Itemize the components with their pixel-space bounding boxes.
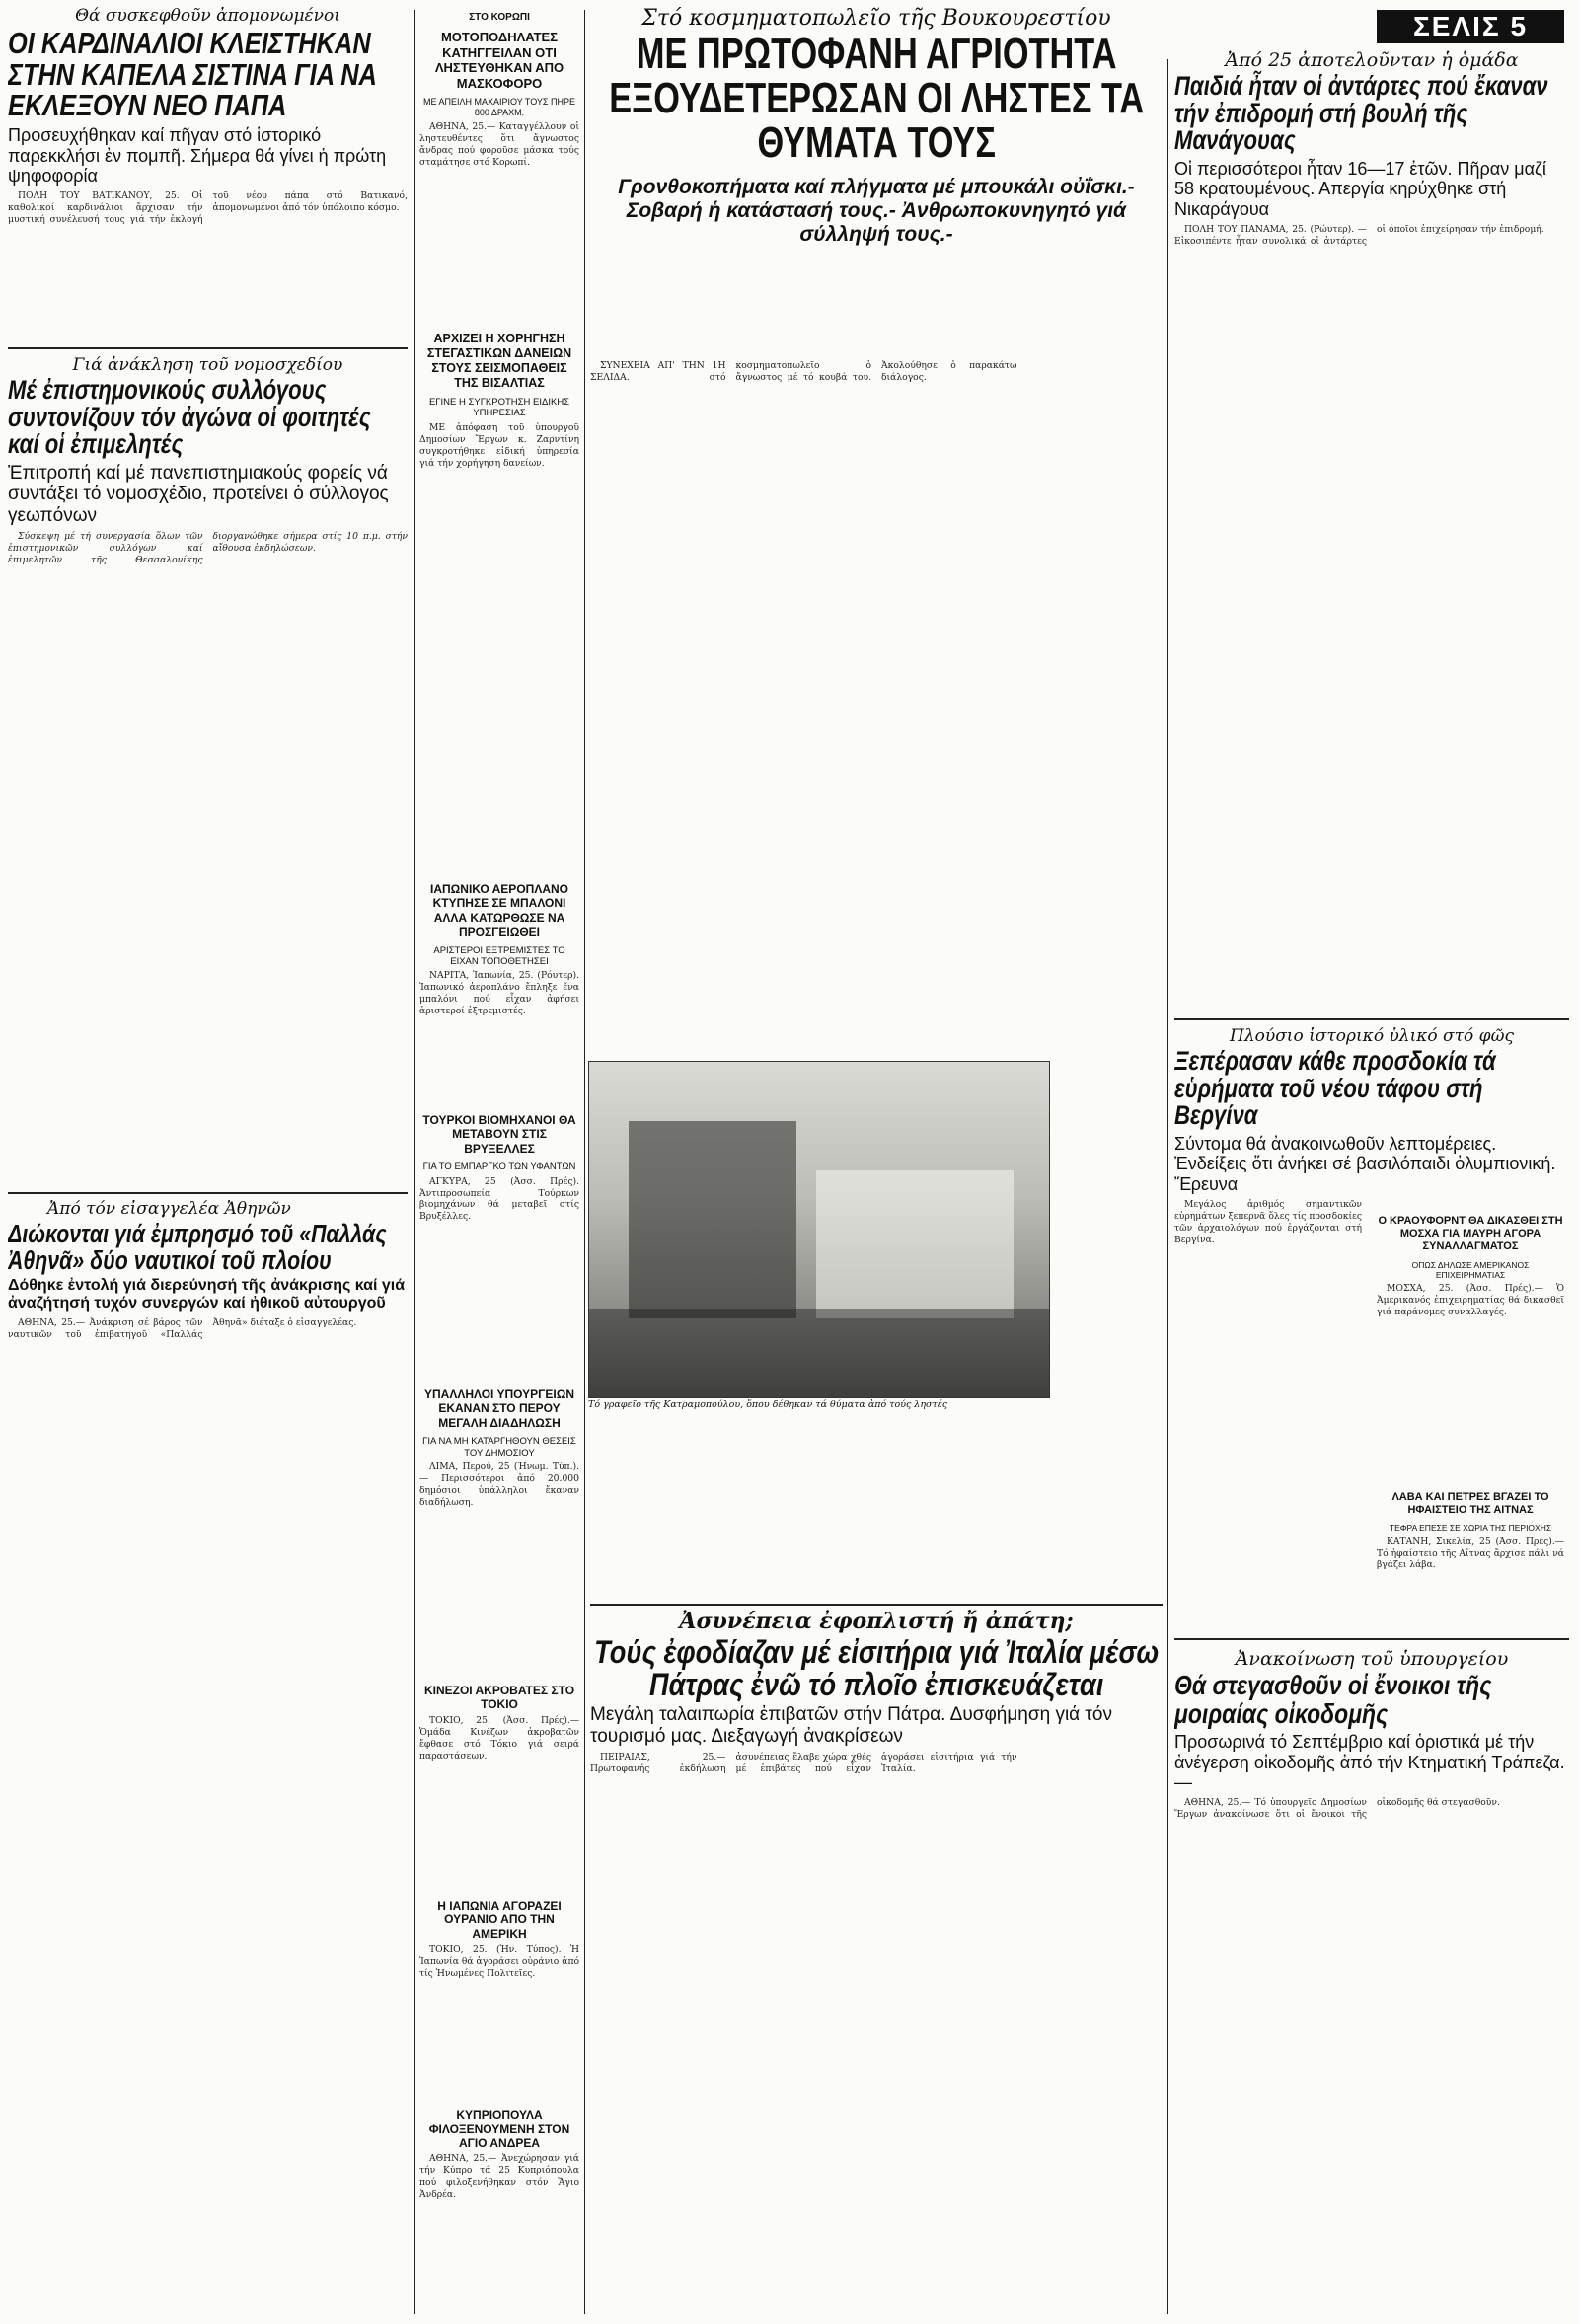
headline: ΤΟΥΡΚΟΙ ΒΙΟΜΗΧΑΝΟΙ ΘΑ ΜΕΤΑΒΟΥΝ ΣΤΙΣ ΒΡΥΞΕΛΛΕΣ — [422, 1113, 576, 1156]
kicker: Ἀπό 25 ἀποτελοῦνταν ἡ ὁμάδα — [1225, 49, 1519, 71]
page-number-badge: ΣΕΛΙΣ 5 — [1377, 10, 1564, 43]
headline: Θά στεγασθοῦν οἱ ἔνοικοι τῆς μοιραίας οἰκοδομῆς — [1174, 1670, 1492, 1729]
divider — [590, 1604, 1163, 1606]
divider — [1174, 1018, 1569, 1020]
headline: ΚΙΝΕΖΟΙ ΑΚΡΟΒΑΤΕΣ ΣΤΟ ΤΟΚΙΟ — [423, 1684, 575, 1712]
body-text: ΜΕ ἀπόφαση τοῦ ὑπουργοῦ Δημοσίων Ἔργων κ. Ζαρντίνη συγκροτήθηκε εἰδική ὑπηρεσία γιά τήν χορήγηση δανείων. — [419, 421, 579, 469]
subhead: ΕΓΙΝΕ Η ΣΥΓΚΡΟΤΗΣΗ ΕΙΔΙΚΗΣ ΥΠΗΡΕΣΙΑΣ — [428, 397, 570, 419]
kicker: Πλούσιο ἱστορικό ὑλικό στό φῶς — [1230, 1026, 1514, 1046]
body-text: ΜΟΣΧΑ, 25. (Ἀσσ. Πρές).— Ὁ Ἀμερικανός ἐπιχειρηματίας θά δικασθεῖ γιά παράνομες συναλλαγές. — [1377, 1282, 1564, 1317]
article-students — [8, 355, 408, 1174]
article-jewelry-body — [590, 360, 1163, 1056]
deck: Οἱ περισσότεροι ἦταν 16—17 ἐτῶν. Πῆραν μαζί 58 κρατουμένους. Απεργία κηρύχθηκε στή Νικαράγουα — [1174, 158, 1546, 219]
column-rule — [414, 10, 415, 2314]
body-text: ΛΙΜΑ, Περού, 25 (Ἡνωμ. Τύπ.).— Περισσότεροι ἀπό 20.000 δημόσιοι ὑπάλληλοι ἔκαναν διαδήλωση. — [419, 1461, 579, 1508]
body-text — [590, 1421, 1163, 1609]
body-text: Σύσκεψη μέ τή συνεργασία ὅλων τῶν ἐπιστημονικῶν συλλόγων καί ἐπιμελητῶν τῆς Θεσσαλονίκης διοργανώθηκε σήμερα στίς 10 π.μ. στήν αἴθουσα ἐκδηλώσεων. — [8, 531, 408, 566]
body-text: ΝΑΡΙΤΑ, Ἰαπωνία, 25. (Ρόυτερ). Ἰαπωνικό ἀεροπλάνο ἔπληξε ἕνα μπαλόνι πού εἶχαν ἀφήσει ἀριστεροί ἐξτρεμιστές. — [419, 970, 579, 1017]
deck: Προσωρινά τό Σεπτέμβριο καί ὁριστικά μέ τήν ἀνέγερση οἰκοδομῆς ἀπό τήν Κτηματική Τράπεζα.— — [1174, 1732, 1565, 1793]
headline: ΚΥΠΡΙΟΠΟΥΛΑ ΦΙΛΟΞΕΝΟΥΜΕΝΗ ΣΤΟΝ ΑΓΙΟ ΑΝΔΡΕΑ — [428, 2108, 570, 2150]
body-text: ΚΑΤΑΝΗ, Σικελία, 25 (Ἀσσ. Πρές).— Τό ἡφαίστειο τῆς Αἴτνας ἄρχισε πάλι νά βγάζει λάβα. — [1377, 1536, 1564, 1571]
body-text: Μεγάλος ἀριθμός σημαντικῶν εὑρημάτων ξεπερνᾶ ὅλες τίς προσδοκίες τῶν ἀρχαιολόγων πού ἐργάζονται στή Βεργίνα. — [1174, 1198, 1362, 1245]
body-text: ΠΟΛΗ ΤΟΥ ΒΑΤΙΚΑΝΟΥ, 25. Οἱ καθολικοί καρδινάλιοι ἄρχισαν τήν μυστική συνέλευσή τους γιά τήν ἐκλογή τοῦ νέου πάπα στό Βατικανό, ἀπομονωμένοι ἀπό τόν ὑπόλοιπο κόσμο. — [8, 189, 408, 225]
article-cypriot — [419, 2102, 579, 2314]
article-industrialists — [419, 1107, 579, 1374]
divider — [1174, 1638, 1569, 1640]
subhead: ΜΕ ΑΠΕΙΛΗ ΜΑΧΑΙΡΙΟΥ ΤΟΥΣ ΠΗΡΕ 800 ΔΡΑΧΜ. — [422, 97, 576, 118]
headline: Ξεπέρασαν κάθε προσδοκία τά εὑρήματα τοῦ νέου τάφου στή Βεργίνα — [1174, 1046, 1496, 1131]
body-text: ΤΟΚΙΟ, 25. (Ἀσσ. Πρές).— Ὁμάδα Κινέζων ἀκροβατῶν ἔφθασε στό Τόκιο γιά σειρά παραστάσεων. — [419, 1714, 579, 1762]
body-text: ΑΘΗΝΑ, 25.— Ἀνάκριση σέ βάρος τῶν ναυτικῶν τοῦ ἐπιβατηγοῦ «Παλλάς Ἀθηνᾶ» διέταξε ὁ εἰσαγγελέας. — [8, 1316, 357, 1340]
column-rule — [584, 10, 585, 2314]
headline: Τούς ἐφοδίαζαν μέ εἰσιτήρια γιά Ἰταλία μέσω Πάτρας ἐνῶ τό πλοῖο ἐπισκευάζεται — [593, 1634, 1160, 1702]
article-fraud — [590, 1609, 1163, 2314]
deck: Δόθηκε ἐντολή γιά διερεύνησή τῆς ἀνάκρισης καί γιά ἀναζήτησή τυχόν συνεργών καί ἠθικοῦ αὐτουργοῦ — [8, 1277, 406, 1312]
deck: Προσευχήθηκαν καί πῆγαν στό ἱστορικό παρεκκλήσι ἐν πομπῆ. Σήμερα θά γίνει ἡ πρώτη ψηφοφορία — [8, 124, 387, 187]
photo-caption: Τό γραφεῖο τῆς Κατραμοπούλου, ὅπου δέθηκαν τά θύματα ἀπό τούς ληστές — [588, 1399, 948, 1410]
headline: Παιδιά ἦταν οἱ ἀντάρτες πού ἔκαναν τήν ἐπιδρομή στή βουλή τῆς Μανάγουας — [1174, 71, 1548, 156]
article-maskophoros — [419, 6, 579, 312]
kicker: Ἀνακοίνωση τοῦ ὑπουργείου — [1235, 1648, 1509, 1670]
article-peru — [419, 1382, 579, 1678]
headline: ΙΑΠΩΝΙΚΟ ΑΕΡΟΠΛΑΝΟ ΚΤΥΠΗΣΕ ΣΕ ΜΠΑΛΟΝΙ ΑΛΛΑ ΚΑΤΩΡΘΩΣΕ ΝΑ ΠΡΟΣΓΕΙΩΘΕΙ — [430, 882, 568, 939]
kicker: Ἀπό τόν εἰσαγγελέα Ἀθηνῶν — [47, 1199, 291, 1219]
subhead: ΓΙΑ ΤΟ ΕΜΠΑΡΓΚΟ ΤΩΝ ΥΦΑΝΤΩΝ — [422, 1162, 576, 1173]
divider — [8, 347, 408, 349]
article-housing — [1174, 1648, 1569, 2314]
divider — [8, 1192, 408, 1194]
headline: ΑΡΧΙΖΕΙ Η ΧΟΡΗΓΗΣΗ ΣΤΕΓΑΣΤΙΚΩΝ ΔΑΝΕΙΩΝ ΣΤΟΥΣ ΣΕΙΣΜΟΠΑΘΕΙΣ ΤΗΣ ΒΙΣΑΛΤΙΑΣ — [426, 332, 572, 390]
article-volcano — [1377, 1485, 1564, 1628]
subhead: ΓΙΑ ΝΑ ΜΗ ΚΑΤΑΡΓΗΘΟΥΝ ΘΕΣΕΙΣ ΤΟΥ ΔΗΜΟΣΙΟΥ — [422, 1436, 576, 1459]
body-text: ΑΘΗΝΑ, 25.— Τό ὑπουργεῖο Δημοσίων Ἔργων ἀνακοίνωσε ὅτι οἱ ἔνοικοι τῆς οἰκοδομῆς θά στεγασθοῦν. — [1174, 1797, 1500, 1821]
kicker: Στό κοσμηματοπωλεῖο τῆς Βουκουρεστίου — [641, 6, 1111, 31]
body-text: ΑΓΚΥΡΑ, 25 (Ἀσσ. Πρές). Ἀντιπροσωπεία Τούρκων βιομηχάνων θά μεταβεῖ στίς Βρυξέλλες. — [419, 1175, 579, 1223]
deck: Γρονθοκοπήματα καί πλήγματα μέ μπουκάλι οὐΐσκι.- Σοβαρή ἡ κατάστασή τους.- Ἀνθρωποκυνηγητό γιά σύλληψή τους.- — [618, 175, 1135, 246]
kicker: ΣΤΟ ΚΟΡΩΠΙ — [469, 12, 530, 23]
body-text: ΣΥΝΕΧΕΙΑ ΑΠ' ΤΗΝ 1Η ΣΕΛΙΔΑ. στό κοσμηματοπωλεῖο ὁ ἄγνωστος μέ τό κουβά του. Ἀκολούθησε ὁ παρακάτω διάλογος. — [590, 360, 1017, 383]
subhead: ΤΕΦΡΑ ΕΠΕΣΕ ΣΕ ΧΩΡΙΑ ΤΗΣ ΠΕΡΙΟΧΗΣ — [1389, 1523, 1552, 1534]
article-jewelry-header — [590, 6, 1163, 356]
body-text: ΠΟΛΗ ΤΟΥ ΠΑΝΑΜΑ, 25. (Ρώυτερ). — Εἰκοσιπέντε ἦταν συνολικά οἱ ἀντάρτες οἱ ὁποῖοι ἐπιχείρησαν τήν ἐπιδρομή. — [1174, 223, 1544, 247]
headline: ΟΙ ΚΑΡΔΙΝΑΛΙΟΙ ΚΛΕΙΣΤΗΚΑΝ ΣΤΗΝ ΚΑΠΕΛΑ ΣΙΣΤΙΝΑ ΓΙΑ ΝΑ ΕΚΛΕΞΟΥΝ ΝΕΟ ΠΑΠΑ — [8, 26, 376, 123]
deck: Μεγάλη ταλαιπωρία ἐπιβατῶν στήν Πάτρα. Δυσφήμηση γιά τόν τουρισμό μας. Διεξαγωγή ἀνακρίσεων — [590, 1704, 1112, 1748]
headline: ΜΕ ΠΡΩΤΟΦΑΝΗ ΑΓΡΙΟΤΗΤΑ ΕΞΟΥΔΕΤΕΡΩΣΑΝ ΟΙ ΛΗΣΤΕΣ ΤΑ ΘΥΜΑΤΑ ΤΟΥΣ — [609, 30, 1144, 167]
article-uranium — [419, 1893, 579, 2090]
kicker: Θά συσκεφθοῦν ἀπομονωμένοι — [75, 6, 340, 26]
article-moscow — [1377, 1209, 1564, 1485]
headline: Μέ ἐπιστημονικούς συλλόγους συντονίζουν τόν ἀγώνα οἱ φοιτητές καί οἱ ἐπιμελητές — [8, 375, 371, 460]
kicker: Γιά ἀνάκληση τοῦ νομοσχεδίου — [72, 355, 343, 375]
deck: Ἐπιτροπή καί μέ πανεπιστημιακούς φορείς νά συντάξει τό νομοσχέδιο, προτείνει ὁ σύλλογος γεωπόνων — [8, 462, 389, 527]
headline: Ο ΚΡΑΟΥΦΟΡΝΤ ΘΑ ΔΙΚΑΣΘΕΙ ΣΤΗ ΜΟΣΧΑ ΓΙΑ ΜΑΥΡΗ ΑΓΟΡΑ ΣΥΝΑΛΛΑΓΜΑΤΟΣ — [1378, 1215, 1563, 1253]
article-tokyo — [419, 1678, 579, 1885]
column-rule — [1167, 59, 1168, 2314]
body-text: ΠΕΙΡΑΙΑΣ, 25.— Πρωτοφανής ἐκδήλωση ἀσυνέπειας ἔλαβε χώρα χθές μέ ἐπιβάτες πού εἶχαν ἀγοράσει εἰσιτήρια γιά τήν Ἰταλία. — [590, 1751, 1017, 1774]
subhead: ΑΡΙΣΤΕΡΟΙ ΕΞΤΡΕΜΙΣΤΕΣ ΤΟ ΕΙΧΑΝ ΤΟΠΟΘΕΤΗΣΕΙ — [433, 944, 565, 967]
article-managua — [1174, 49, 1569, 1021]
body-text: ΤΟΚΙΟ, 25. (Ἡν. Τύπος). Ἡ Ἰαπωνία θά ἀγοράσει οὐράνιο ἀπό τίς Ἡνωμένες Πολιτεῖες. — [419, 1944, 579, 1980]
headline: ΛΑΒΑ ΚΑΙ ΠΕΤΡΕΣ ΒΓΑΖΕΙ ΤΟ ΗΦΑΙΣΤΕΙΟ ΤΗΣ ΑΙΤΝΑΣ — [1391, 1491, 1549, 1517]
headline: ΥΠΑΛΛΗΛΟΙ ΥΠΟΥΡΓΕΙΩΝ ΕΚΑΝΑΝ ΣΤΟ ΠΕΡΟΥ ΜΕΓΑΛΗ ΔΙΑΔΗΛΩΣΗ — [424, 1387, 574, 1430]
article-japan — [419, 876, 579, 1113]
deck: Σύντομα θά ἀνακοινωθοῦν λεπτομέρειες. Ἐνδείξεις ὅτι ἀνήκει σέ βασιλόπαιδι ὀλυμπιονική. Ἔρευνα — [1174, 1133, 1556, 1194]
article-conclave — [8, 6, 408, 346]
body-text: ΑΘΗΝΑ, 25.— Ἀνεχώρησαν γιά τήν Κύπρο τά 25 Κυπριόπουλα πού φιλοξενήθηκαν στόν Ἅγιο Ἀνδρέα. — [419, 2153, 579, 2201]
subhead: ΟΠΩΣ ΔΗΛΩΣΕ ΑΜΕΡΙΚΑΝΟΣ ΕΠΙΧΕΙΡΗΜΑΤΙΑΣ — [1411, 1259, 1530, 1280]
headline: Η ΙΑΠΩΝΙΑ ΑΓΟΡΑΖΕΙ ΟΥΡΑΝΙΟ ΑΠΟ ΤΗΝ ΑΜΕΡΙΚΗ — [437, 1899, 562, 1941]
headline: ΜΟΤΟΠΟΔΗΛΑΤΕΣ ΚΑΤΗΓΓΕΙΛΑΝ ΟΤΙ ΛΗΣΤΕΥΘΗΚΑΝ ΑΠΟ ΜΑΣΚΟΦΟΡΟ — [434, 30, 564, 91]
article-jewelry-continued — [590, 1421, 1163, 1609]
kicker: Ἀσυνέπεια ἐφοπλιστή ἤ ἀπάτη; — [679, 1609, 1074, 1634]
body-text: ΑΘΗΝΑ, 25.— Καταγγέλλουν οἱ ληστευθέντες ὅτι ἄγνωστος ἄνδρας πού φοροῦσε μάσκα τούς σταμάτησε στό Κορωπί. — [419, 120, 579, 168]
article-loans — [419, 326, 579, 878]
photo-jewelry-office — [588, 1061, 1050, 1398]
headline: Διώκονται γιά ἐμπρησμό τοῦ «Παλλάς Ἀθηνᾶ» δύο ναυτικοί τοῦ πλοίου — [8, 1219, 387, 1275]
article-arson — [8, 1199, 408, 2314]
